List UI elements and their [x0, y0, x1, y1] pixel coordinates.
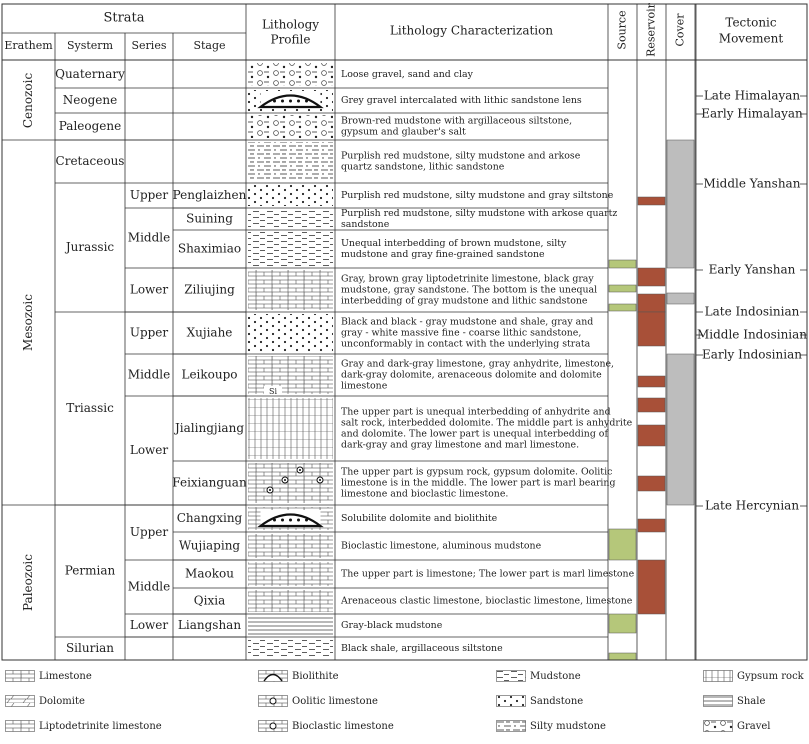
tectonic-event-label: Early Indosinian	[702, 347, 802, 362]
legend-item-biolithite	[258, 670, 339, 682]
stage-label: Penglaizhen	[172, 188, 247, 202]
reservoir-bar	[638, 376, 665, 387]
system-label: Silurian	[65, 641, 115, 655]
reservoir-bar	[638, 560, 665, 614]
lithology-fill	[248, 356, 333, 394]
characterization-text: Grey gravel intercalated with lithic sandstone lens	[341, 95, 582, 106]
stage-label: Wujiaping	[178, 538, 241, 553]
system-label: Quaternary	[55, 67, 125, 81]
dolomite-swatch	[5, 695, 35, 707]
erathem-label: Mesozoic	[21, 294, 35, 351]
oolite-mark	[319, 479, 321, 481]
lens-dot	[297, 519, 300, 522]
system-label: Cretaceous	[55, 154, 125, 168]
lithology-fill	[248, 534, 333, 558]
characterization-text: Brown-red mudstone with argillaceous siltstone,	[341, 115, 573, 127]
legend-label: Silty mudstone	[530, 720, 606, 732]
reservoir-bar	[638, 197, 665, 205]
source-bar	[609, 304, 636, 311]
series-label: Upper	[129, 325, 169, 340]
header-source: Source	[615, 10, 629, 50]
characterization-text: mudstone, gray sandstone. The bottom is the unequal	[341, 284, 598, 296]
lithology-fill	[248, 63, 333, 86]
lithology-fill	[248, 210, 333, 228]
legend-label: Mudstone	[530, 670, 581, 682]
legend-item-silty-mudstone	[496, 720, 606, 732]
characterization-text: salt rock, interbedded dolomite. The middle part is anhydrite	[341, 417, 633, 429]
legend-item-gravel	[703, 720, 771, 732]
source-bar	[609, 614, 636, 633]
silty-mudstone-swatch	[496, 720, 526, 732]
series-label: Middle	[127, 367, 171, 382]
characterization-text: limestone is in the middle. The lower part is marl bearing	[341, 477, 616, 489]
characterization-text: Arenaceous clastic limestone, bioclastic limestone, limestone	[341, 595, 633, 607]
lens-dot	[273, 100, 276, 103]
erathem-label: Paleozoic	[21, 554, 35, 611]
legend-item-limestone	[5, 670, 92, 682]
system-label: Triassic	[66, 401, 114, 415]
characterization-text: Purplish red mudstone, silty mudstone with arkose quartz	[341, 208, 618, 219]
characterization-text: The upper part is unequal interbedding of anhydrite and	[341, 406, 611, 418]
legend-label: Dolomite	[39, 695, 85, 707]
legend-label: Biolithite	[292, 670, 339, 682]
tectonic-event-label: Middle Indosinian	[696, 327, 808, 342]
shale-swatch	[703, 695, 733, 707]
bioclastic-limestone-swatch	[258, 720, 288, 732]
lens-bg	[261, 510, 321, 526]
stage-label: Leikoupo	[181, 367, 238, 382]
cover-bar	[667, 354, 694, 505]
characterization-text: unconformably in contact with the underlying strata	[341, 338, 591, 350]
erathem-label: Cenozoic	[21, 72, 35, 129]
header-system: Systerm	[66, 39, 114, 52]
series-label: Middle	[127, 579, 171, 594]
header-cover: Cover	[673, 13, 687, 47]
lithology-fill	[248, 616, 333, 635]
header-lithology-profile: Lithology	[261, 17, 320, 32]
legend-label: Shale	[737, 695, 766, 707]
tectonic-event-label: Late Himalayan	[703, 88, 801, 103]
characterization-text: limestone and bioclastic limestone.	[341, 488, 509, 500]
header-reservoir: Reservoir	[644, 3, 658, 57]
lens-dot	[281, 519, 284, 522]
characterization-text: mudstone and gray fine-grained sandstone	[341, 249, 545, 260]
characterization-text: interbedding of gray mudstone and lithic sandstone	[341, 295, 588, 307]
characterization-text: Black shale, argillaceous siltstone	[341, 643, 503, 654]
characterization-text: Black and black - gray mudstone and shale, gray and	[341, 316, 594, 328]
legend-label: Sandstone	[530, 695, 584, 707]
reservoir-bar	[638, 425, 665, 446]
stage-label: Jialingjiang	[174, 421, 245, 435]
characterization-text: Gray and dark-gray limestone, gray anhydrite, limestone,	[341, 358, 615, 370]
lens-dot	[289, 100, 292, 103]
lens-bg	[261, 91, 321, 107]
cover-bar	[667, 293, 694, 304]
oolitic-limestone-swatch	[258, 695, 288, 707]
characterization-text: sandstone	[341, 219, 390, 230]
characterization-text: Loose gravel, sand and clay	[341, 69, 473, 80]
legend-item-shale	[703, 695, 765, 707]
series-label: Lower	[129, 618, 169, 632]
characterization-text: quartz sandstone, lithic sandstone	[341, 161, 505, 173]
lens-dot	[297, 100, 300, 103]
characterization-text: Bioclastic limestone, aluminous mudstone	[341, 540, 542, 552]
characterization-text: gray - white massive fine - coarse lithic sandstone,	[341, 327, 582, 339]
source-bar	[609, 260, 636, 268]
lithology-fill	[248, 314, 333, 352]
tectonic-event-label: Late Indosinian	[704, 304, 800, 319]
system-label: Jurassic	[65, 240, 115, 254]
series-label: Lower	[129, 282, 169, 297]
lens-dot	[281, 100, 284, 103]
characterization-text: limestone	[341, 380, 388, 392]
legend-label: Oolitic limestone	[292, 695, 378, 707]
oolite-mark	[299, 469, 301, 471]
lithology-fill	[248, 185, 333, 206]
stage-label: Changxing	[176, 511, 243, 525]
legend-item-gypsum-rock	[703, 670, 804, 682]
reservoir-bar	[638, 519, 665, 532]
tectonic-event-label: Early Himalayan	[701, 106, 803, 121]
lens-dot	[289, 519, 292, 522]
reservoir-bar	[638, 268, 665, 286]
characterization-text: Solubilite dolomite and biolithite	[341, 513, 498, 524]
stage-label: Ziliujing	[184, 282, 235, 297]
stage-label: Shaximiao	[177, 241, 242, 256]
legend-item-oolitic-limestone	[258, 695, 378, 707]
liptodetrinite-limestone-swatch	[5, 720, 35, 732]
characterization-text: Unequal interbedding of brown mudstone, silty	[341, 238, 567, 249]
characterization-text: Purplish red mudstone, silty mudstone and arkose	[341, 150, 581, 162]
lithology-fill	[248, 142, 333, 181]
characterization-text: and dolomite. The lower part is unequal interbedding of	[341, 428, 608, 440]
lens-dot	[305, 519, 308, 522]
tectonic-event-label: Middle Yanshan	[703, 176, 801, 191]
reservoir-bar	[638, 312, 665, 346]
oolite-mark	[284, 479, 286, 481]
lithology-fill	[248, 232, 333, 266]
system-label: Paleogene	[58, 119, 122, 133]
characterization-text: dark-gray dolomite, arenaceous dolomite and dolomite	[341, 369, 602, 381]
characterization-text: Gray, brown gray liptodetrinite limestone, black gray	[341, 273, 594, 285]
tectonic-event-label: Early Yanshan	[708, 262, 796, 277]
system-label: Permian	[64, 563, 116, 578]
stage-label: Maokou	[185, 566, 234, 581]
characterization-text: Purplish red mudstone, silty mudstone and gray siltstone	[341, 190, 614, 201]
tectonic-event-label: Late Hercynian	[704, 498, 800, 513]
source-bar	[609, 285, 636, 292]
lithology-fill	[248, 115, 333, 138]
header-strata: Strata	[103, 10, 145, 26]
lens-dot	[305, 100, 308, 103]
legend-label: Gravel	[737, 720, 771, 732]
legend-label: Gypsum rock	[737, 670, 804, 682]
oolite-mark	[269, 489, 271, 491]
reservoir-bar	[638, 476, 665, 491]
silicon-mark: Si	[268, 387, 278, 396]
characterization-text: dark-gray and gray limestone and marl limestone.	[341, 439, 580, 451]
lithology-fill	[248, 398, 333, 459]
header-lithology-profile: Profile	[270, 32, 311, 47]
characterization-text: gypsum and glauber's salt	[341, 126, 466, 138]
characterization-text: The upper part is limestone; The lower part is marl limestone	[341, 568, 635, 580]
lithology-legend	[0, 664, 809, 744]
series-label: Upper	[129, 188, 169, 202]
stage-label: Qixia	[193, 593, 226, 608]
source-bar	[609, 653, 636, 660]
series-label: Lower	[129, 443, 169, 457]
stage-label: Xujiahe	[186, 325, 233, 340]
reservoir-bar	[638, 294, 665, 312]
lithology-fill	[248, 270, 333, 310]
characterization-text: Gray-black mudstone	[341, 620, 443, 631]
header-stage: Stage	[193, 39, 226, 52]
source-bar	[609, 529, 636, 560]
lens-dot	[273, 519, 276, 522]
characterization-text: The upper part is gypsum rock, gypsum dolomite. Oolitic	[341, 466, 613, 478]
lithology-profile-column	[248, 63, 333, 658]
stage-label: Liangshan	[177, 618, 242, 632]
series-label: Upper	[129, 525, 169, 539]
header-tectonic-movement: Tectonic	[725, 15, 777, 30]
sandstone-swatch	[496, 695, 526, 707]
legend-item-dolomite	[5, 695, 85, 707]
mudstone-swatch	[496, 670, 526, 682]
lithology-fill	[248, 562, 333, 586]
lithology-fill	[248, 590, 333, 612]
gypsum-rock-swatch	[703, 670, 733, 682]
legend-item-liptodetrinite-limestone	[5, 720, 162, 732]
header-erathem: Erathem	[4, 39, 53, 52]
header-lithology-characterization: Lithology Characterization	[389, 23, 554, 38]
series-label: Middle	[127, 230, 171, 245]
header-tectonic-movement: Movement	[718, 31, 784, 46]
legend-label: Liptodetrinite limestone	[39, 720, 162, 732]
legend-item-mudstone	[496, 670, 581, 682]
system-label: Neogene	[62, 93, 118, 107]
legend-label: Limestone	[39, 670, 92, 682]
stage-label: Feixianguan	[172, 475, 247, 490]
stage-label: Suining	[186, 211, 233, 226]
limestone-swatch	[5, 670, 35, 682]
header-series: Series	[131, 39, 167, 52]
legend-item-bioclastic-limestone	[258, 720, 394, 732]
gravel-swatch	[703, 720, 733, 732]
reservoir-bar	[638, 398, 665, 412]
legend-item-sandstone	[496, 695, 583, 707]
source-reservoir-cover-columns	[609, 140, 694, 660]
lithology-fill	[248, 639, 333, 658]
cover-bar	[667, 140, 694, 268]
biolithite-swatch	[258, 670, 288, 682]
legend-label: Bioclastic limestone	[292, 720, 394, 732]
